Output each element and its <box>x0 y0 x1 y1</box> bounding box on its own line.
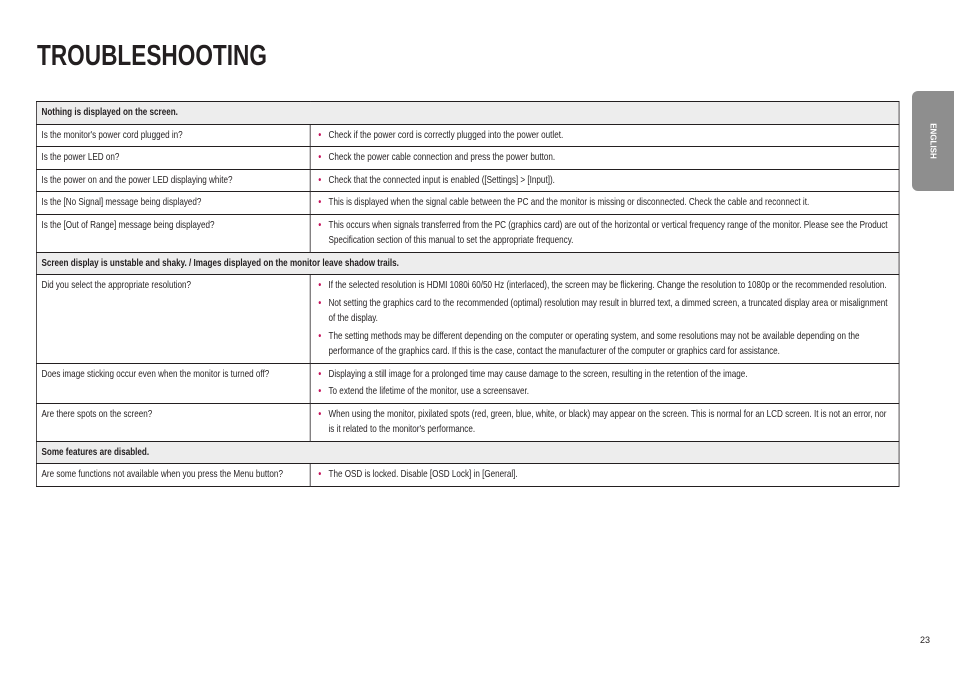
solution-list <box>315 278 894 360</box>
solution-item <box>315 296 894 327</box>
solution-list <box>315 128 894 144</box>
section-heading-row <box>36 252 899 275</box>
solution-cell <box>310 363 899 403</box>
solution-item <box>315 407 894 438</box>
bullet-icon: • <box>318 174 322 186</box>
problem-cell: Is the [No Signal] message being displayed? <box>36 192 310 215</box>
problem-cell: Is the [Out of Range] message being displayed? <box>36 214 310 252</box>
problem-cell: Does image sticking occur even when the monitor is turned off? <box>36 363 310 403</box>
solution-item <box>315 278 894 294</box>
solution-text: To extend the lifetime of the monitor, use a screensaver. <box>328 386 529 397</box>
solution-text: Check the power cable connection and press the power button. <box>328 152 556 163</box>
table-row <box>36 192 899 215</box>
problem-cell: Are there spots on the screen? <box>36 403 310 441</box>
solution-text: When using the monitor, pixilated spots (red, green, blue, white, or black) may appear on the screen. This is normal for an LCD screen. It is not an error, nor is it related to the monitor's performance. <box>328 408 887 435</box>
solution-text: Displaying a still image for a prolonged time may cause damage to the screen, resulting in the retention of the image. <box>328 368 748 380</box>
section-heading: Some features are disabled. <box>36 441 899 464</box>
solution-item <box>315 329 894 360</box>
problem-cell: Is the power LED on? <box>36 147 310 170</box>
solution-item <box>315 128 894 144</box>
table-row <box>36 169 899 192</box>
table-row <box>36 464 899 487</box>
page-number: 23 <box>920 635 931 645</box>
solution-list <box>315 367 894 400</box>
solution-cell <box>310 169 899 192</box>
solution-cell <box>310 464 899 487</box>
bullet-icon: • <box>318 129 322 141</box>
problem-cell: Did you select the appropriate resolution? <box>36 275 310 364</box>
solution-item <box>315 367 894 383</box>
table-row <box>36 275 899 364</box>
solution-item <box>315 467 894 483</box>
bullet-icon: • <box>318 280 322 291</box>
solution-text: Not setting the graphics card to the recommended (optimal) resolution may result in blurred text, a dimmed screen, a truncated display area or misalignment of the display. <box>328 297 888 324</box>
section-heading: Nothing is displayed on the screen. <box>36 102 899 125</box>
solution-list <box>315 150 894 166</box>
bullet-icon: • <box>318 152 322 163</box>
troubleshooting-table <box>36 101 899 487</box>
bullet-icon: • <box>318 297 322 309</box>
bullet-icon: • <box>318 386 322 397</box>
solution-cell <box>310 275 899 364</box>
bullet-icon: • <box>318 197 322 208</box>
solution-item <box>315 384 894 400</box>
solution-cell <box>310 403 899 441</box>
section-heading-row <box>36 441 899 464</box>
solution-item <box>315 218 894 249</box>
solution-cell <box>310 192 899 215</box>
language-tab <box>912 91 954 191</box>
solution-text: If the selected resolution is HDMI 1080i 60/50 Hz (interlaced), the screen may be flickering. Change the resolution to 1080p or the recommended resolution. <box>328 280 887 291</box>
table-row <box>36 147 899 170</box>
solution-item <box>315 195 894 211</box>
bullet-icon: • <box>318 330 322 342</box>
table-row <box>36 214 899 252</box>
solution-list <box>315 173 894 189</box>
page-title: TROUBLESHOOTING <box>37 40 267 72</box>
table-row <box>36 403 899 441</box>
solution-cell <box>310 124 899 147</box>
solution-cell <box>310 214 899 252</box>
solution-text: Check if the power cord is correctly plugged into the power outlet. <box>328 129 564 141</box>
solution-list <box>315 218 894 249</box>
section-heading-row <box>36 102 899 125</box>
troubleshooting-table-wrap <box>36 101 899 487</box>
language-tab-label: ENGLISH <box>928 123 938 159</box>
solution-list <box>315 407 894 438</box>
bullet-icon: • <box>318 368 322 380</box>
solution-text: This is displayed when the signal cable between the PC and the monitor is missing or disconnected. Check the cable and reconnect it. <box>328 197 810 208</box>
solution-text: The OSD is locked. Disable [OSD Lock] in [General]. <box>328 469 518 480</box>
solution-text: This occurs when signals transferred from the PC (graphics card) are out of the horizontal or vertical frequency range of the monitor. Please see the Product Specification section of this manual to set the appropriate frequency. <box>328 219 888 246</box>
section-heading: Screen display is unstable and shaky. / Images displayed on the monitor leave shadow trails. <box>36 252 899 275</box>
solution-item <box>315 173 894 189</box>
problem-cell: Is the power on and the power LED displaying white? <box>36 169 310 192</box>
problem-cell: Are some functions not available when you press the Menu button? <box>36 464 310 487</box>
solution-list <box>315 195 894 211</box>
solution-item <box>315 150 894 166</box>
bullet-icon: • <box>318 469 322 480</box>
problem-cell: Is the monitor's power cord plugged in? <box>36 124 310 147</box>
bullet-icon: • <box>318 219 322 231</box>
solution-list <box>315 467 894 483</box>
solution-cell <box>310 147 899 170</box>
bullet-icon: • <box>318 408 322 420</box>
solution-text: Check that the connected input is enabled ([Settings] > [Input]). <box>328 174 555 186</box>
solution-text: The setting methods may be different depending on the computer or operating system, and some resolutions may not be available depending on the performance of the graphics card. If this is the case, contact the manufacturer of the computer or graphics card for assistance. <box>328 330 860 357</box>
table-row <box>36 124 899 147</box>
table-row <box>36 363 899 403</box>
